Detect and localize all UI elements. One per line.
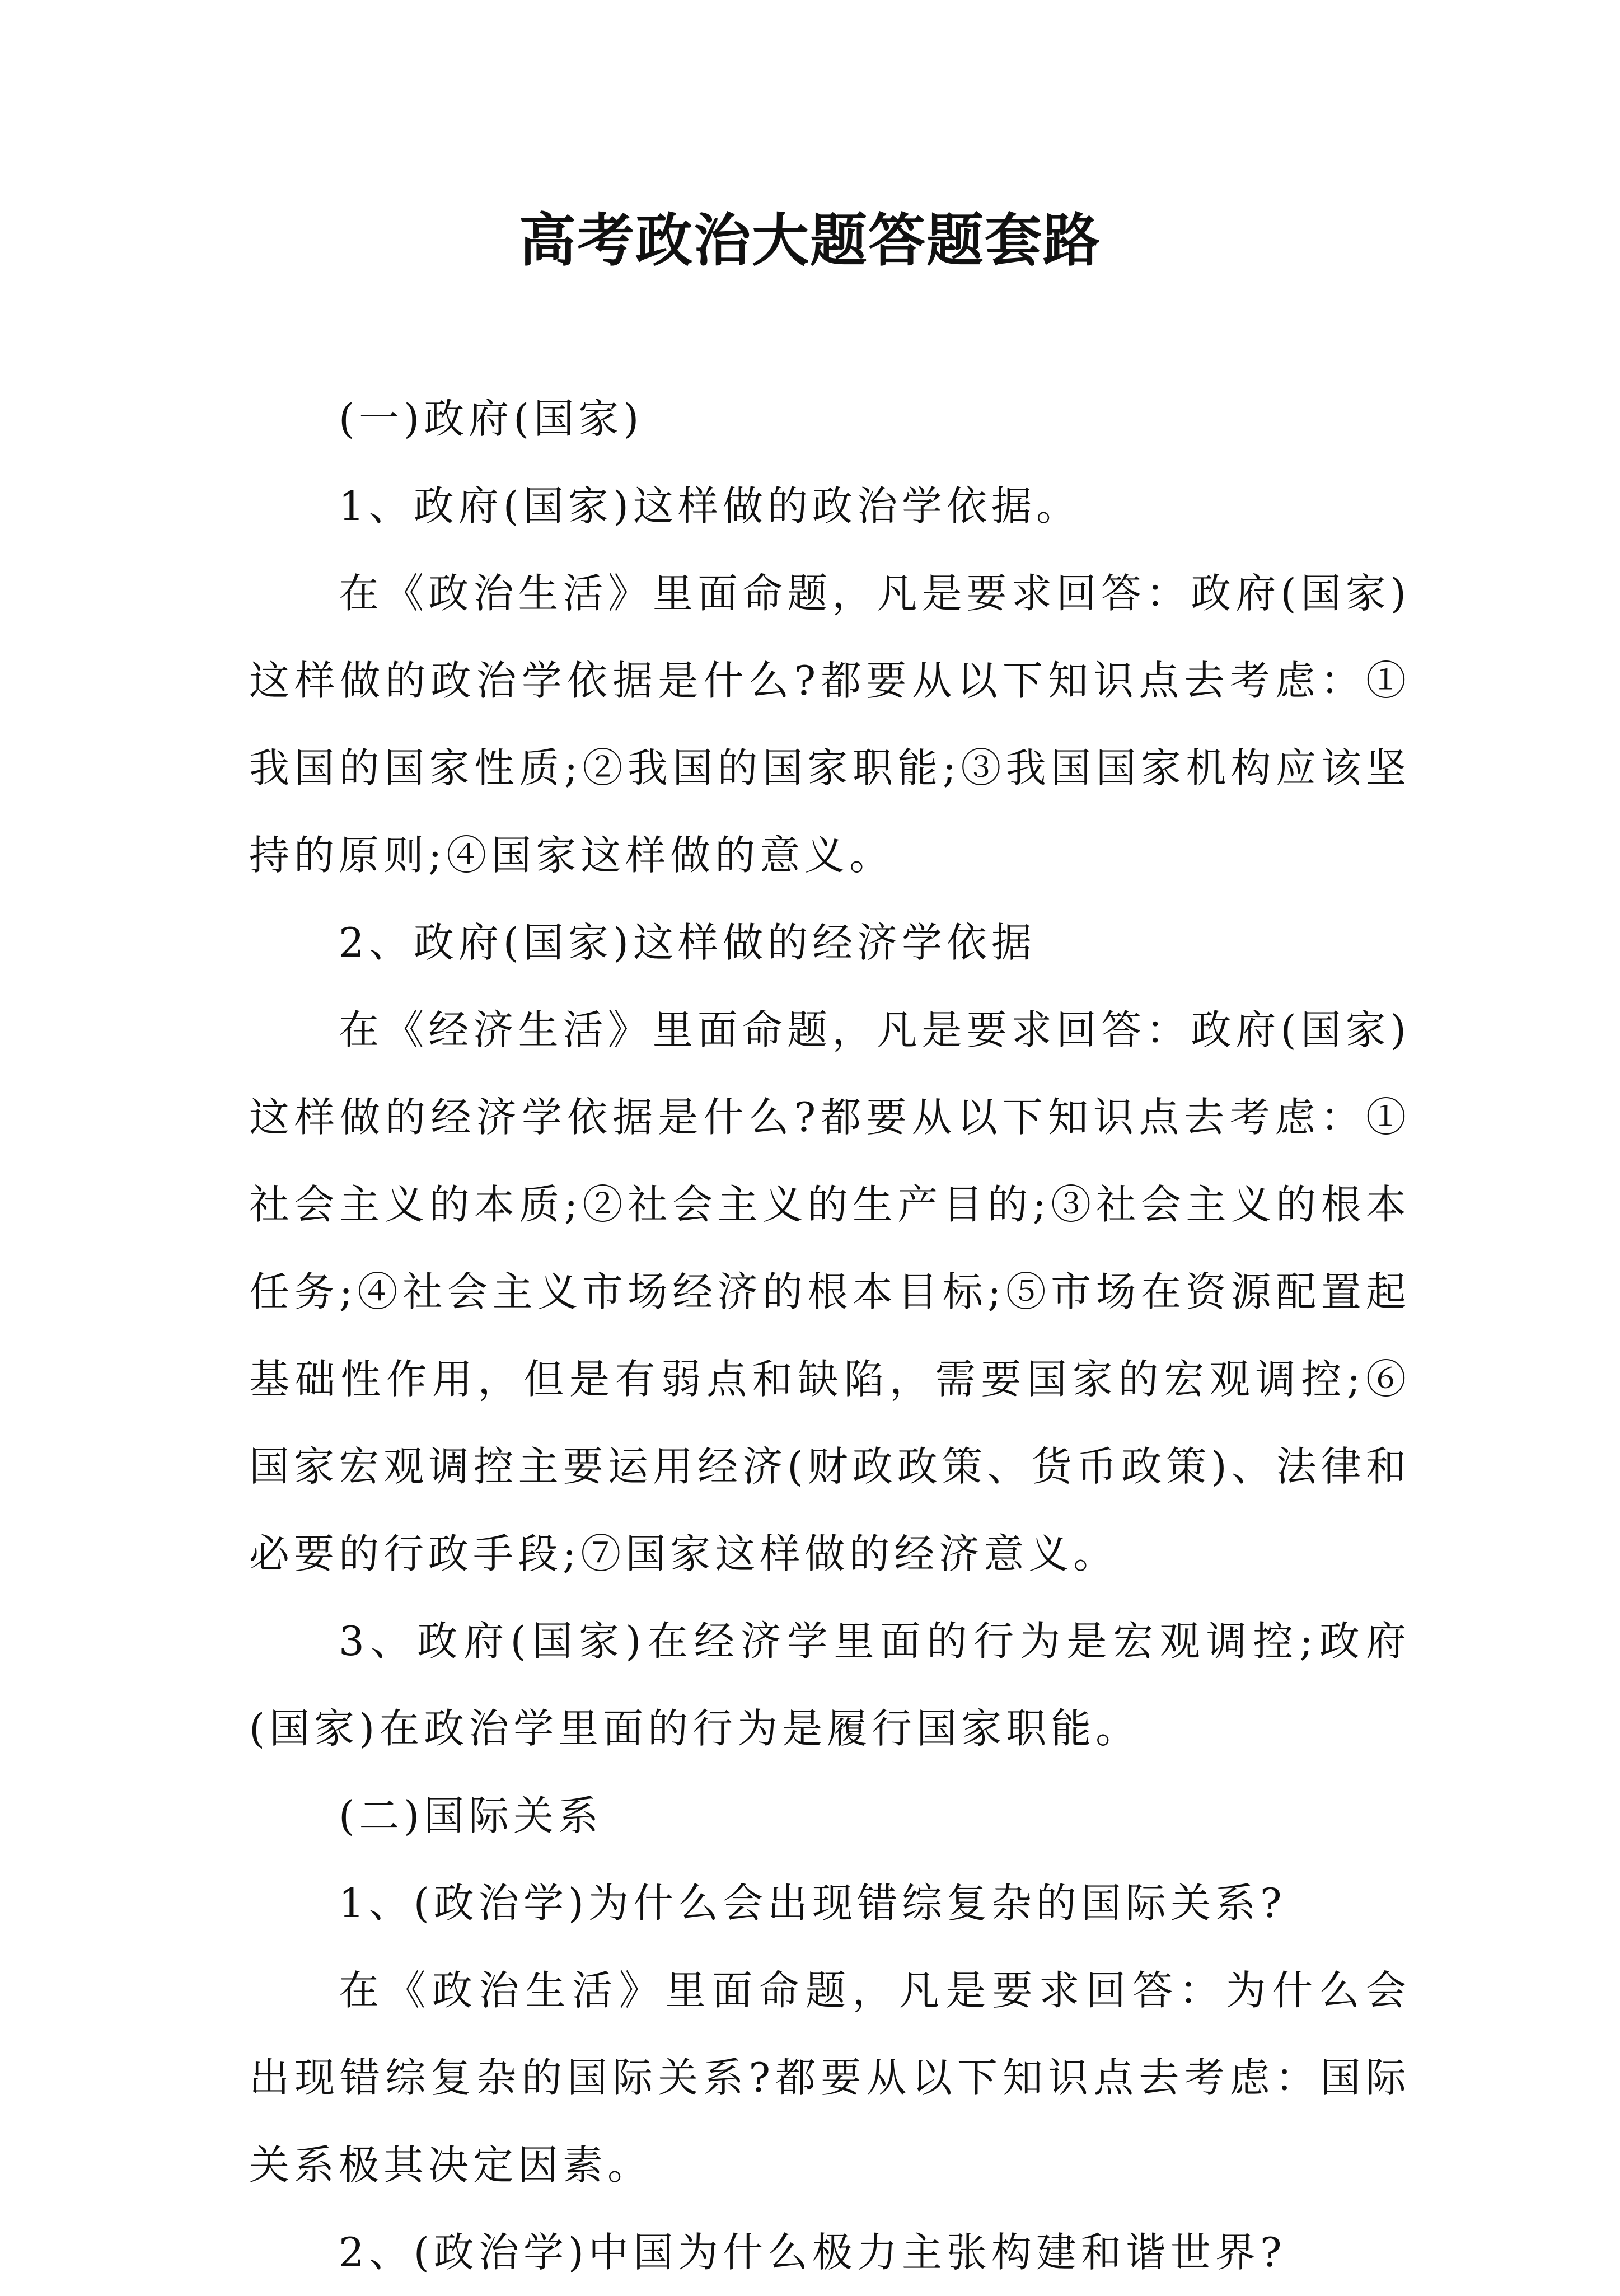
question-heading: 2、政府(国家)这样做的经济学依据 (339, 919, 1036, 966)
document-body (249, 375, 1411, 2296)
body-paragraph: 在《经济生活》里面命题，凡是要求回答：政府(国家)这样做的经济学依据是什么?都要从以下知识点去考虑：①社会主义的本质;②社会主义的生产目的;③社会主义的根本任务;④社会主义市场经济的根本目标;⑤市场在资源配置起基础性作用，但是有弱点和缺陷，需要国家的宏观调控;⑥国家宏观调控主要运用经济(财政政策、货币政策)、法律和必要的行政手段;⑦国家这样做的经济意义。 (249, 1006, 1411, 1577)
section-heading-government: (一)政府(国家) (339, 395, 644, 442)
section-heading-international-relations: (二)国际关系 (339, 1792, 603, 1839)
question-heading: 1、政府(国家)这样做的政治学依据。 (339, 482, 1081, 530)
body-paragraph: 3、政府(国家)在经济学里面的行为是宏观调控;政府(国家)在政治学里面的行为是履行国家职能。 (249, 1618, 1411, 1752)
question-heading: 2、(政治学)中国为什么极力主张构建和谐世界? (339, 2229, 1286, 2276)
document-title: 高考政治大题答题套路 (519, 207, 1101, 274)
body-paragraph: 在《政治生活》里面命题，凡是要求回答：为什么会出现错综复杂的国际关系?都要从以下知识点去考虑：国际关系极其决定因素。 (249, 1967, 1411, 2189)
body-paragraph: 在《政治生活》里面命题，凡是要求回答：政府(国家)这样做的政治学依据是什么?都要从以下知识点去考虑：①我国的国家性质;②我国的国家职能;③我国国家机构应该坚持的原则;④国家这样做的意义。 (249, 570, 1411, 879)
question-heading: 1、(政治学)为什么会出现错综复杂的国际关系? (339, 1880, 1286, 1927)
